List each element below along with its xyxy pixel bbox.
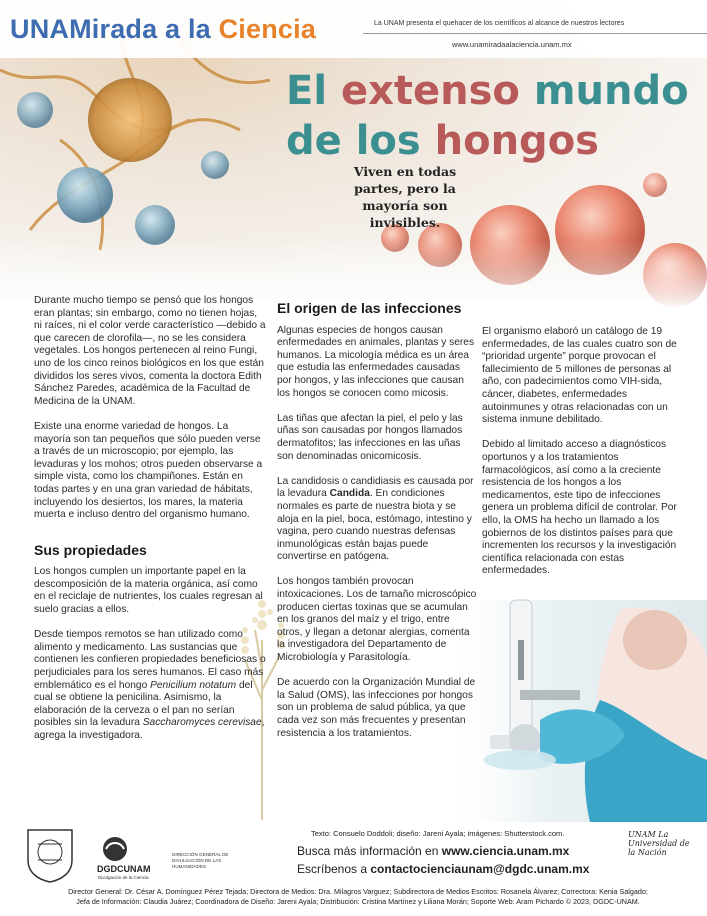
unamirada-logo: UNAMirada a la Ciencia <box>10 14 317 44</box>
section-heading-propiedades: Sus propiedades <box>34 541 147 558</box>
paragraph: Durante mucho tiempo se pensó que los hongos eran plantas; sin embargo, como no tienen hojas, ni raíces, ni el color verde característico —debido a que carecen de clorofila—, no se les considera vegetales. Los hongos pertenecen al reino Fungi, uno de los cinco reinos biológicos en los que están divididos los seres vivos, comenta la doctora Edith Sánchez Paredes, académica de la Facultad de Medicina de la UNAM. <box>34 295 266 407</box>
paragraph: Debido al limitado acceso a diagnósticos oportunos y a los tratamientos farmacológicos, así como a la creciente resistencia de los hongos a los medicamentos, este tipo de infecciones genera un problema difícil de controlar. Por ello, la OMS ha hecho un llamado a los gobiernos de los distintos países para que incrementen los recursos y la investigación científica relacionada con estas enfermedades. <box>482 439 677 577</box>
paragraph: Algunas especies de hongos causan enfermedades en animales, plantas y seres humanos. La micología médica es un área que estudia las enfermedades causadas por hongos, y las infecciones que causan los hongos se conocen como micosis. <box>277 324 475 399</box>
unam-signature-logo: UNAM La Universidad de la Nación <box>628 830 690 857</box>
unam-seal-icon <box>24 826 76 884</box>
paragraph: Los hongos cumplen un importante papel en la descomposición de la materia orgánica, así como en el reciclaje de nutrientes, los cuales regresan al suelo gracias a ellos. <box>34 566 263 616</box>
staff-credits: Director General: Dr. César A. Domínguez Pérez Tejada; Directora de Medios: Dra. Milagros Varguez; Subdirectora de Medios Escritos: Rosanela Álvarez; Correctora: Kenia Salgado; Jefa de Información: Claudia Juárez; Coordinadora de Diseño: Jareni Ayala; Distribución: Cristina Martínez y Liliana Morán; Soporte Web: Aram Pichardo © 2023, DGDC-UNAM. <box>68 887 648 906</box>
article-title: El extenso mundo de los hongos <box>286 68 689 164</box>
header-divider <box>363 33 707 34</box>
column-3 <box>482 326 677 590</box>
dgdc-logo-subtext: Divulgación de la Ciencia <box>98 875 149 880</box>
paragraph: El organismo elaboró un catálogo de 19 enfermedades, de las cuales cuatro son de “prioridad urgente” porque provocan el fallecimiento de 5 millones de personas al año, con padecimientos como VIH-sida, cáncer, diabetes, enfermedades autoinmunes y otras relacionadas con un sistema inmune debilitado. <box>482 326 677 426</box>
paragraph: De acuerdo con la Organización Mundial de la Salud (OMS), las infecciones por hongos son un problema de salud pública, ya que cada vez son más frecuentes y presentan resistencia a los tratamientos. <box>277 677 476 739</box>
more-info-line: Busca más información en www.ciencia.unam.mx <box>297 844 570 858</box>
dgdc-logo-icon <box>100 835 130 863</box>
paragraph: Desde tiempos remotos se han utilizado como alimento y medicamento. Las sustancias que contienen les confieren propiedades beneficiosas o perjudiciales para los seres humanos. El caso más emblemático es el hongo Penicilium notatum del cual se obtiene la penicilina. Asimismo, la elaboración de la cerveza o el pan no serían posibles sin la levadura Saccharomyces cerevisae, agrega la investigadora. <box>34 629 266 741</box>
section-heading-infecciones: El origen de las infecciones <box>277 300 462 316</box>
column-1 <box>34 295 266 755</box>
paragraph: Existe una enorme variedad de hongos. La mayoría son tan pequeños que sólo pueden verse a través de un microscopio; por ejemplo, las levaduras y los mohos; otros pueden observarse a simple vista, como los champiñones. Están en todas partes y en una gran variedad de hábitats, incluyendo los desiertos, los mares, la materia muerta e incluso dentro del organismo humano. <box>34 420 263 521</box>
paragraph: Los hongos también provocan intoxicaciones. Los de tamaño microscópico producen ciertas toxinas que se acumulan en los granos del maíz y el trigo, entre otros, y llegan a detonar alergias, comenta la investigadora del Departamento de Microbiología y Parasitología. <box>277 576 477 664</box>
header-tagline: La UNAM presenta el quehacer de los científicos al alcance de nuestros lectores <box>374 20 625 27</box>
paragraph: La candidosis o candidiasis es causada por la levadura Candida. En condiciones normales es parte de nuestra biota y se aloja en la piel, boca, estómago, intestino y vagina, pero cuando nuestras defensas inmunológicas están bajas puede convertirse en patógena. <box>277 475 474 563</box>
column-2 <box>277 302 477 753</box>
contact-email-link[interactable]: contactocienciaunam@dgdc.unam.mx <box>370 862 590 876</box>
article-subtitle: Viven en todas partes, pero la mayoría son invisibles. <box>353 164 457 230</box>
more-info-link[interactable]: www.ciencia.unam.mx <box>441 844 570 858</box>
paragraph: Las tiñas que afectan la piel, el pelo y las uñas son causadas por hongos llamados dermatofitos; las infecciones en las uñas son denominadas onicomicosis. <box>277 412 463 462</box>
header-url[interactable]: www.unamiradaalaciencia.unam.mx <box>452 40 572 49</box>
credits-line: Texto: Consuelo Doddoli; diseño: Jareni Ayala; imágenes: Shutterstock.com. <box>311 829 565 838</box>
dgdh-logo-text: DIRECCIÓN GENERAL DE DIVULGACIÓN DE LAS HUMANIDADES <box>172 852 229 869</box>
contact-line: Escríbenos a contactocienciaunam@dgdc.unam.mx <box>297 862 590 876</box>
header-bar <box>0 0 707 58</box>
dgdc-logo-text: DGDCUNAM <box>97 864 151 874</box>
